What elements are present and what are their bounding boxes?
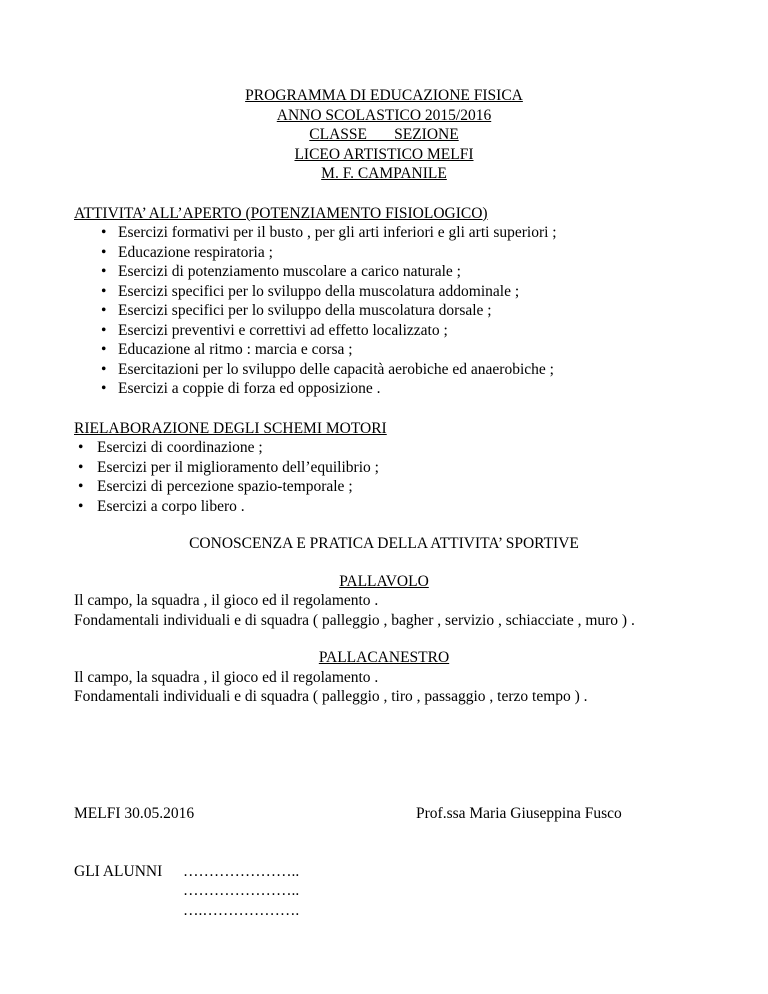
signature-line: ………………….. bbox=[183, 862, 300, 880]
school-subtitle: M. F. CAMPANILE bbox=[321, 165, 447, 182]
list-item: • Educazione respiratoria ; bbox=[74, 243, 694, 263]
pallacanestro-line-2: Fondamentali individuali e di squadra ( palleggio , tiro , passaggio , terzo tempo ) . bbox=[74, 688, 588, 705]
place-date: MELFI 30.05.2016 bbox=[74, 804, 195, 822]
section-outdoor-title: ATTIVITA’ ALL’APERTO (POTENZIAMENTO FISIOLOGICO) bbox=[74, 204, 488, 222]
document-page bbox=[74, 86, 694, 920]
outdoor-activities-list bbox=[74, 223, 694, 399]
list-item: • Esercizi di percezione spazio-temporale ; bbox=[74, 477, 694, 497]
school-year: ANNO SCOLASTICO 2015/2016 bbox=[276, 106, 492, 124]
students-signature-block bbox=[74, 862, 694, 921]
signature-line: ….………………. bbox=[183, 901, 300, 919]
school-name: LICEO ARTISTICO MELFI bbox=[294, 145, 474, 163]
section-motor-schemes-title: RIELABORAZIONE DEGLI SCHEMI MOTORI bbox=[74, 419, 387, 437]
list-item: • Educazione al ritmo : marcia e corsa ; bbox=[74, 340, 694, 360]
signature-line: ………………….. bbox=[183, 882, 300, 899]
pallacanestro-title: PALLACANESTRO bbox=[318, 649, 450, 666]
signature-row bbox=[74, 804, 694, 824]
class-section: CLASSE SEZIONE bbox=[309, 126, 459, 143]
list-item: • Esercizi a coppie di forza ed opposizione . bbox=[74, 379, 694, 399]
program-title: PROGRAMMA DI EDUCAZIONE FISICA bbox=[245, 87, 523, 104]
list-item: • Esercitazioni per lo sviluppo delle capacità aerobiche ed anaerobiche ; bbox=[74, 360, 694, 380]
list-item: • Esercizi formativi per il busto , per gli arti inferiori e gli arti superiori ; bbox=[74, 223, 694, 243]
list-item: • Esercizi preventivi e correttivi ad effetto localizzato ; bbox=[74, 321, 694, 341]
pallavolo-line-1: Il campo, la squadra , il gioco ed il regolamento . bbox=[74, 592, 379, 609]
list-item: • Esercizi per il miglioramento dell’equilibrio ; bbox=[74, 458, 694, 478]
pallacanestro-line-1: Il campo, la squadra , il gioco ed il regolamento . bbox=[74, 668, 379, 686]
list-item: • Esercizi di potenziamento muscolare a carico naturale ; bbox=[74, 262, 694, 282]
document-header bbox=[74, 86, 694, 184]
motor-schemes-list bbox=[74, 438, 694, 516]
list-item: • Esercizi specifici per lo sviluppo della muscolatura addominale ; bbox=[74, 282, 694, 302]
list-item: • Esercizi a corpo libero . bbox=[74, 497, 694, 517]
pallavolo-title: PALLAVOLO bbox=[339, 572, 429, 590]
section-sports-title: CONOSCENZA E PRATICA DELLA ATTIVITA’ SPORTIVE bbox=[189, 535, 579, 552]
list-item: • Esercizi specifici per lo sviluppo della muscolatura dorsale ; bbox=[74, 301, 694, 321]
teacher-name: Prof.ssa Maria Giuseppina Fusco bbox=[416, 804, 622, 822]
list-item: • Esercizi di coordinazione ; bbox=[74, 438, 694, 458]
students-label: GLI ALUNNI bbox=[74, 862, 163, 880]
pallavolo-line-2: Fondamentali individuali e di squadra ( palleggio , bagher , servizio , schiacciate , muro ) . bbox=[74, 611, 635, 629]
